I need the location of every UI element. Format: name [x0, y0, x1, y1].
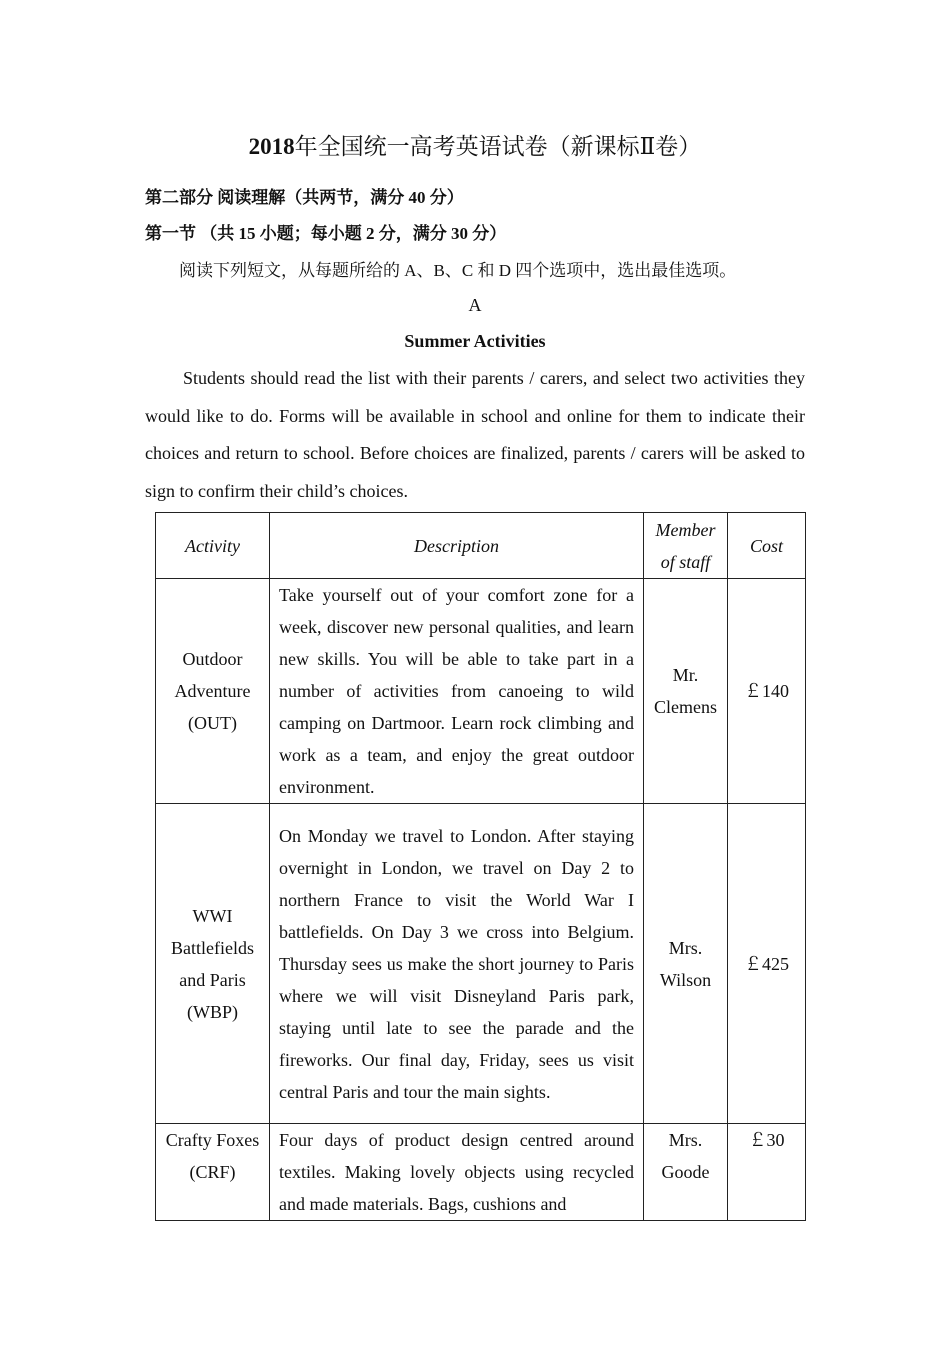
description-cell: On Monday we travel to London. After staying overnight in London, we travel on Day 2 to northern France to visit the World War I battlefields. On Day 3 we cross into Belgium. Thursday sees us make the short journey to Paris where we will visit Disneyland Paris park, staying until late to see the parade and the fireworks. Our final day, Friday, sees us visit central Paris and tour the main sights. [270, 804, 644, 1124]
passage-intro: Students should read the list with their parents / carers, and select two activities they would like to do. Forms will be available in school and online for them to indicate their choices and return to school. Before choices are finalized, parents / carers will be asked to sign to confirm their child’s choices. [145, 368, 805, 501]
part-heading: 第二部分 阅读理解（共两节，满分 40 分） [145, 188, 464, 207]
table-header-row [156, 513, 806, 579]
instruction-text: 阅读下列短文，从每题所给的 A、B、C 和 D 四个选项中，选出最佳选项。 [179, 261, 737, 280]
cost-cell: ￡425 [728, 804, 806, 1124]
cost-cell: ￡30 [728, 1124, 806, 1221]
header-activity: Activity [156, 513, 270, 579]
description-cell: Take yourself out of your comfort zone for a week, discover new personal qualities, and learn new skills. You will be able to take part in a number of activities from canoeing to wild camping on Dartmoor. Learn rock climbing and work as a team, and enjoy the great outdoor environment. [270, 579, 644, 804]
activity-cell: WWI Battlefields and Paris (WBP) [156, 804, 270, 1124]
passage-letter: A [468, 295, 482, 315]
section-heading: 第一节 （共 15 小题；每小题 2 分，满分 30 分） [145, 224, 507, 243]
staff-cell: Mr. Clemens [644, 579, 728, 804]
title-text: 年全国统一高考英语试卷（新课标Ⅱ卷） [294, 134, 702, 159]
header-cost: Cost [728, 513, 806, 579]
header-description: Description [270, 513, 644, 579]
staff-cell: Mrs. Goode [644, 1124, 728, 1221]
activities-table [155, 512, 806, 1221]
activity-cell: Outdoor Adventure (OUT) [156, 579, 270, 804]
title-year: 2018 [248, 134, 295, 159]
table-row [156, 1124, 806, 1221]
header-member-of-staff: Member of staff [644, 513, 728, 579]
table-row [156, 579, 806, 804]
activity-cell: Crafty Foxes (CRF) [156, 1124, 270, 1221]
staff-cell: Mrs. Wilson [644, 804, 728, 1124]
description-cell: Four days of product design centred around textiles. Making lovely objects using recycled and made materials. Bags, cushions and [270, 1124, 644, 1221]
table-row [156, 804, 806, 1124]
page-title [0, 128, 950, 166]
passage-title: Summer Activities [404, 331, 546, 351]
cost-cell: ￡140 [728, 579, 806, 804]
